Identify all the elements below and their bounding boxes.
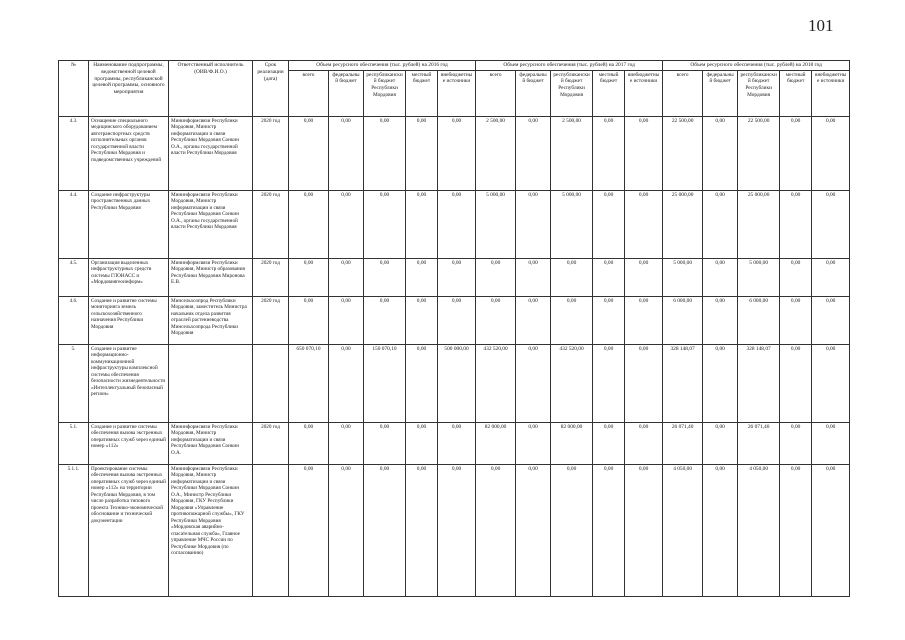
amount-cell: 0,00	[289, 116, 329, 190]
amount-cell: 328 148,07	[663, 344, 703, 422]
row-name: Оснащение специального медицинского оборудованием автотранспортных средств исполнительных органов государственной власти Республики Мордовия и подведомственных учреждений	[89, 116, 169, 190]
amount-cell: 0,00	[551, 464, 593, 596]
amount-cell: 0,00	[364, 258, 406, 296]
amount-cell: 0,00	[551, 296, 593, 344]
amount-cell: 328 148,07	[738, 344, 780, 422]
sub-header: федеральный бюджет	[703, 70, 738, 116]
row-deadline: 2020 год	[253, 296, 289, 344]
amount-cell: 22 500,00	[738, 116, 780, 190]
sub-header: всего	[476, 70, 516, 116]
amount-cell: 500 000,00	[438, 344, 476, 422]
amount-cell: 0,00	[625, 190, 663, 258]
amount-cell: 0,00	[780, 296, 812, 344]
amount-cell: 0,00	[438, 116, 476, 190]
amount-cell: 0,00	[364, 296, 406, 344]
amount-cell: 6 000,00	[738, 296, 780, 344]
header-group-2016: Объем ресурсного обеспечения (тыс. рублей) на 2016 год	[289, 61, 476, 71]
row-name: Создание инфраструктуры пространственных данных Республики Мордовия	[89, 190, 169, 258]
amount-cell: 0,00	[364, 190, 406, 258]
amount-cell: 0,00	[703, 296, 738, 344]
row-number: 5.	[59, 344, 89, 422]
amount-cell: 4 050,00	[738, 464, 780, 596]
sub-header: республиканский бюджет Республики Мордовия	[364, 70, 406, 116]
amount-cell: 0,00	[625, 296, 663, 344]
amount-cell: 0,00	[593, 422, 625, 464]
amount-cell: 0,00	[406, 190, 438, 258]
amount-cell: 82 000,00	[476, 422, 516, 464]
amount-cell: 650 070,10	[289, 344, 329, 422]
amount-cell: 432 520,00	[476, 344, 516, 422]
table-row	[59, 296, 850, 344]
row-number: 4.6.	[59, 296, 89, 344]
amount-cell: 0,00	[593, 296, 625, 344]
amount-cell: 0,00	[406, 296, 438, 344]
row-name: Проектирование системы обеспечения вызова экстренных оперативных служб через единый номер «112» на территории Республики Мордовия, в том числе разработка типового проекта Технико-экономической обоснование и технической документации	[89, 464, 169, 596]
amount-cell: 0,00	[593, 464, 625, 596]
amount-cell: 0,00	[329, 422, 364, 464]
table-body	[59, 116, 850, 596]
amount-cell: 0,00	[476, 296, 516, 344]
amount-cell: 0,00	[364, 464, 406, 596]
amount-cell: 0,00	[329, 296, 364, 344]
amount-cell: 0,00	[289, 422, 329, 464]
amount-cell: 2 500,00	[551, 116, 593, 190]
row-deadline: 2020 год	[253, 116, 289, 190]
amount-cell: 0,00	[703, 344, 738, 422]
amount-cell: 0,00	[812, 344, 850, 422]
amount-cell: 26 071,40	[738, 422, 780, 464]
sub-header: федеральный бюджет	[329, 70, 364, 116]
header-executor: Ответственный исполнитель (ОИВ/Ф.И.О.)	[169, 61, 253, 117]
amount-cell: 5 000,00	[476, 190, 516, 258]
amount-cell: 0,00	[703, 116, 738, 190]
row-executor: Мининформсвязи Республики Мордовия, Министр образования Республики Мордовия Миронова Е.В.	[169, 258, 253, 296]
amount-cell: 0,00	[438, 190, 476, 258]
amount-cell: 0,00	[703, 464, 738, 596]
sub-header: республиканский бюджет Республики Мордовия	[738, 70, 780, 116]
amount-cell: 0,00	[780, 116, 812, 190]
row-executor: Мининформсвязи Республики Мордовия, Министр информатизации и связи Республики Мордовия Сонкин О.А.	[169, 422, 253, 464]
amount-cell: 0,00	[812, 190, 850, 258]
amount-cell: 0,00	[329, 116, 364, 190]
amount-cell: 0,00	[406, 258, 438, 296]
amount-cell: 0,00	[438, 422, 476, 464]
amount-cell: 0,00	[625, 116, 663, 190]
amount-cell: 0,00	[812, 464, 850, 596]
amount-cell: 22 500,00	[663, 116, 703, 190]
amount-cell: 0,00	[289, 258, 329, 296]
amount-cell: 0,00	[625, 344, 663, 422]
amount-cell: 0,00	[703, 422, 738, 464]
amount-cell: 6 000,00	[663, 296, 703, 344]
table-row	[59, 116, 850, 190]
header-deadline: Срок реализации (дата)	[253, 61, 289, 117]
table-row	[59, 258, 850, 296]
table-row	[59, 422, 850, 464]
row-name: Создание и развитие системы обеспечения вызова экстренных оперативных служб через единый номер «112»	[89, 422, 169, 464]
amount-cell: 0,00	[812, 116, 850, 190]
amount-cell: 0,00	[593, 190, 625, 258]
amount-cell: 0,00	[329, 344, 364, 422]
amount-cell: 0,00	[516, 344, 551, 422]
amount-cell: 0,00	[780, 258, 812, 296]
amount-cell: 0,00	[289, 296, 329, 344]
amount-cell: 0,00	[438, 464, 476, 596]
amount-cell: 0,00	[780, 422, 812, 464]
amount-cell: 0,00	[516, 464, 551, 596]
amount-cell: 0,00	[438, 258, 476, 296]
sub-header: федеральный бюджет	[516, 70, 551, 116]
amount-cell: 25 000,00	[738, 190, 780, 258]
amount-cell: 0,00	[625, 422, 663, 464]
sub-header: внебюджетные источники	[812, 70, 850, 116]
amount-cell: 0,00	[329, 258, 364, 296]
amount-cell: 0,00	[551, 258, 593, 296]
sub-header: внебюджетные источники	[625, 70, 663, 116]
table-row	[59, 464, 850, 596]
amount-cell: 0,00	[593, 116, 625, 190]
row-number: 4.5.	[59, 258, 89, 296]
row-executor: Мининформсвязи Республики Мордовия, Министр информатизации и связи Республики Мордовия Сонкин О.А., органы государственной власти Республики Мордовия	[169, 116, 253, 190]
row-name: Создание и развитие системы мониторинга земель сельскохозяйственного назначения Республики Мордовия	[89, 296, 169, 344]
sub-header: республиканский бюджет Республики Мордовия	[551, 70, 593, 116]
row-deadline: 2020 год	[253, 422, 289, 464]
amount-cell: 0,00	[476, 464, 516, 596]
header-num: №	[59, 61, 89, 117]
amount-cell: 0,00	[812, 296, 850, 344]
amount-cell: 0,00	[406, 464, 438, 596]
row-number: 4.3.	[59, 116, 89, 190]
row-number: 4.4.	[59, 190, 89, 258]
amount-cell: 0,00	[406, 344, 438, 422]
sub-header: всего	[289, 70, 329, 116]
row-deadline	[253, 344, 289, 422]
amount-cell: 0,00	[516, 190, 551, 258]
amount-cell: 0,00	[438, 296, 476, 344]
amount-cell: 82 000,00	[551, 422, 593, 464]
amount-cell: 0,00	[476, 258, 516, 296]
resource-table	[58, 60, 850, 597]
row-name: Организация выделенных инфраструктурных средств системы ГЛОНАСС и «Мордовиягеоинформ»	[89, 258, 169, 296]
amount-cell: 0,00	[406, 422, 438, 464]
sub-header: местный бюджет	[780, 70, 812, 116]
row-name: Создание и развитие информационно-коммуникационной инфраструктуры комплексной системы обеспечения безопасности жизнедеятельности «Интеллектуальный безопасный регион»	[89, 344, 169, 422]
amount-cell: 5 000,00	[551, 190, 593, 258]
sub-header: внебюджетные источники	[438, 70, 476, 116]
amount-cell: 0,00	[516, 296, 551, 344]
amount-cell: 0,00	[406, 116, 438, 190]
header-name: Наименование подпрограммы, ведомственной целевой программы, республиканской целевой программы, основного мероприятия	[89, 61, 169, 117]
row-deadline: 2020 год	[253, 258, 289, 296]
amount-cell: 0,00	[625, 464, 663, 596]
table-row	[59, 190, 850, 258]
amount-cell: 0,00	[703, 190, 738, 258]
header-group-2018: Объем ресурсного обеспечения (тыс. рублей) на 2018 год	[663, 61, 850, 71]
amount-cell: 0,00	[329, 190, 364, 258]
row-executor	[169, 344, 253, 422]
table-row	[59, 344, 850, 422]
amount-cell: 0,00	[593, 344, 625, 422]
amount-cell: 5 000,00	[663, 258, 703, 296]
header-group-2017: Объем ресурсного обеспечения (тыс. рублей) на 2017 год	[476, 61, 663, 71]
amount-cell: 5 000,00	[738, 258, 780, 296]
amount-cell: 0,00	[364, 422, 406, 464]
row-number: 5.1.	[59, 422, 89, 464]
row-deadline	[253, 464, 289, 596]
amount-cell: 0,00	[516, 422, 551, 464]
row-number: 5.1.1.	[59, 464, 89, 596]
amount-cell: 4 050,00	[663, 464, 703, 596]
amount-cell: 26 071,40	[663, 422, 703, 464]
amount-cell: 2 500,00	[476, 116, 516, 190]
amount-cell: 0,00	[812, 422, 850, 464]
amount-cell: 0,00	[780, 190, 812, 258]
amount-cell: 0,00	[780, 344, 812, 422]
amount-cell: 0,00	[516, 116, 551, 190]
amount-cell: 0,00	[289, 190, 329, 258]
amount-cell: 0,00	[364, 116, 406, 190]
amount-cell: 0,00	[329, 464, 364, 596]
sub-header: всего	[663, 70, 703, 116]
row-executor: Мининформсвязи Республики Мордовия, Министр информатизации и связи Республики Мордовия Сонкин О.А., Министр Республики Мордовия, ГКУ Республики Мордовия «Управление противопожарной службы», ГКУ Республики Мордовия «Мордовская аварийно-спасательная служба», Главное управление МЧС России по Республике Мордовия (по согласованию)	[169, 464, 253, 596]
amount-cell: 432 520,00	[551, 344, 593, 422]
row-executor: Минсельхозпрод Республики Мордовия, заместитель Министра начальник отдела развития отраслей растениеводства Минсельхозпрода Республики Мордовия	[169, 296, 253, 344]
page-number: 101	[808, 16, 834, 35]
amount-cell: 0,00	[703, 258, 738, 296]
amount-cell: 25 000,00	[663, 190, 703, 258]
amount-cell: 0,00	[289, 464, 329, 596]
amount-cell: 0,00	[812, 258, 850, 296]
row-executor: Мининформсвязи Республики Мордовия, Министр информатизации и связи Республики Мордовия Сонкин О.А., органы государственной власти Республики Мордовия	[169, 190, 253, 258]
amount-cell: 150 070,10	[364, 344, 406, 422]
amount-cell: 0,00	[516, 258, 551, 296]
sub-header: местный бюджет	[593, 70, 625, 116]
amount-cell: 0,00	[780, 464, 812, 596]
row-deadline: 2020 год	[253, 190, 289, 258]
amount-cell: 0,00	[593, 258, 625, 296]
amount-cell: 0,00	[625, 258, 663, 296]
sub-header: местный бюджет	[406, 70, 438, 116]
